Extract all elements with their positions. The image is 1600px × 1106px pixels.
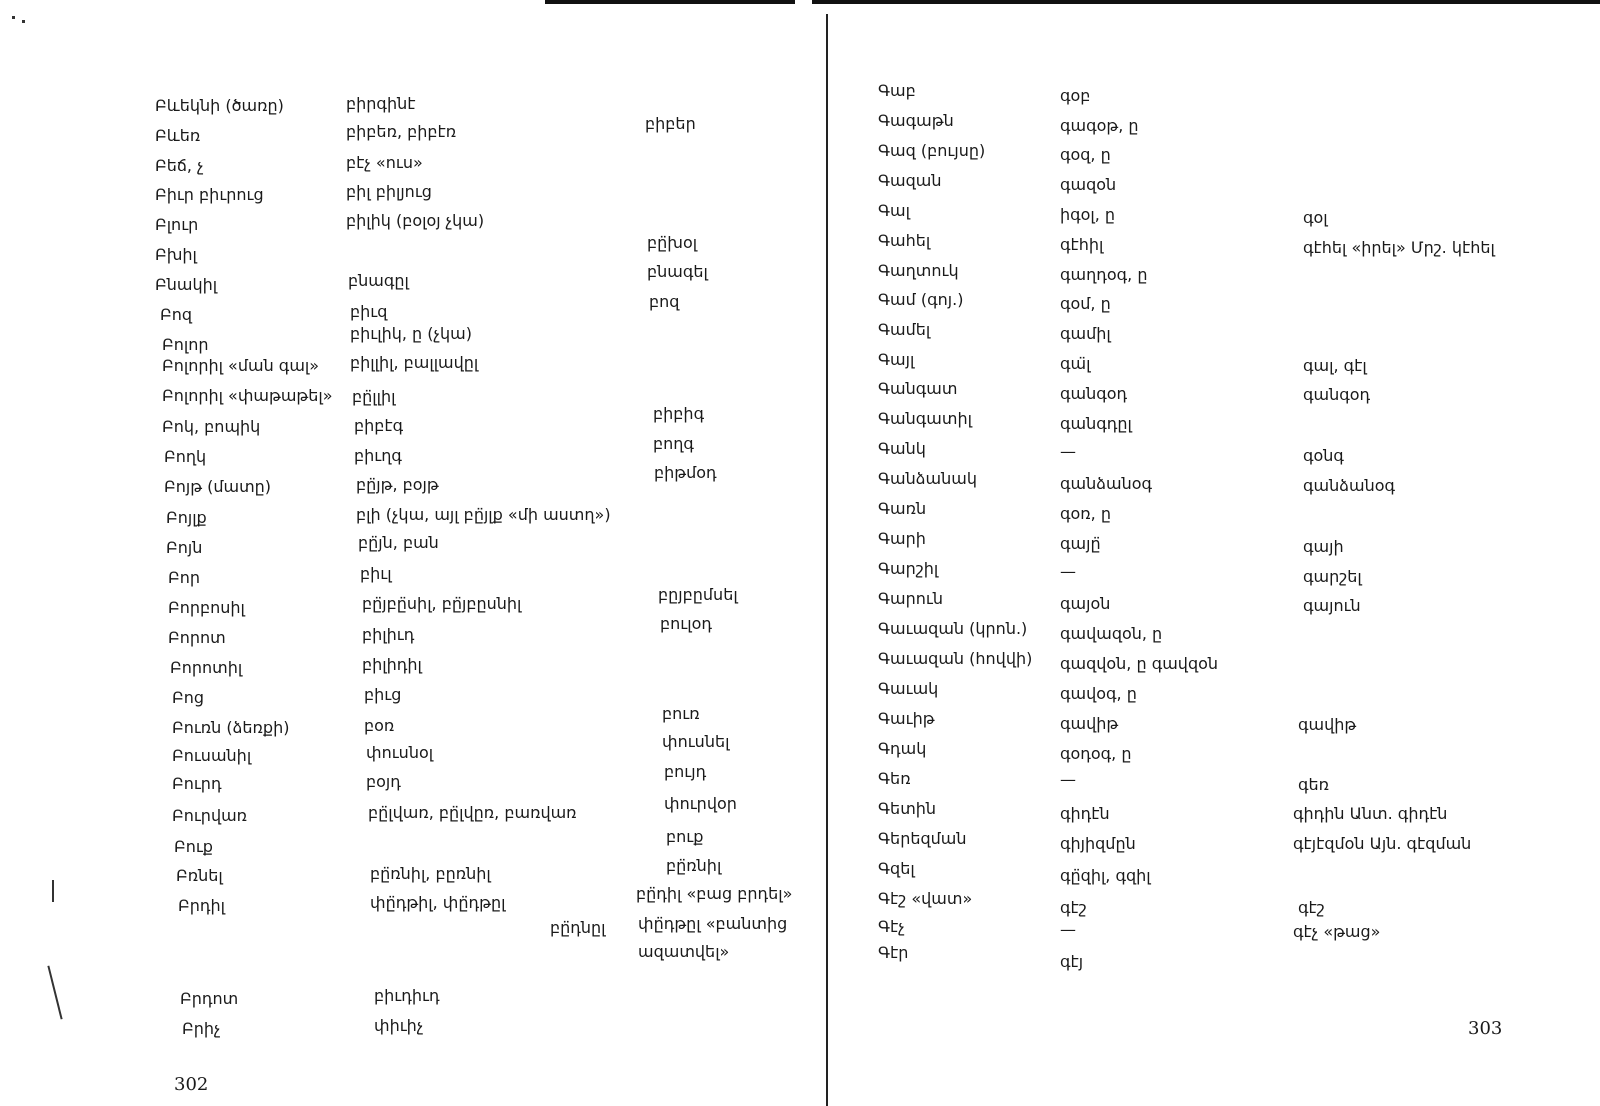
right-page bbox=[828, 0, 1600, 1106]
entry-word: Բոր bbox=[168, 568, 200, 587]
entry-word: Գերեզման bbox=[878, 829, 967, 848]
scan-mark bbox=[52, 880, 54, 902]
entry-dialect: փը̈դթիլ, փը̈դթըլ bbox=[370, 893, 506, 912]
entry-word: Բուրդ bbox=[172, 774, 222, 793]
entry-dialect: գազվօն, ը գավզօն bbox=[1060, 654, 1218, 673]
entry-variant: բուք bbox=[666, 827, 704, 846]
entry-word: Բռնել bbox=[176, 866, 223, 885]
entry-word: Գարի bbox=[878, 529, 926, 548]
entry-variant: բոզ bbox=[649, 292, 680, 311]
entry-dialect: բը̈ռնիլ, բըռնիլ bbox=[370, 864, 491, 883]
entry-dialect: գէհիլ bbox=[1060, 235, 1104, 254]
aside-variant: բը̈դնըլ bbox=[550, 918, 606, 937]
entry-word: Գամել bbox=[878, 320, 931, 339]
entry-variant: գէյէզմօն Այն. գէզման bbox=[1293, 834, 1472, 853]
entry-variant: բըյբըմսել bbox=[658, 585, 738, 604]
entry-dialect: գագօթ, ը bbox=[1060, 116, 1139, 135]
entry-dialect: բլի (չկա, այլ բը̈յլք «մի աստղ») bbox=[356, 505, 611, 524]
entry-word: Բրդոտ bbox=[180, 989, 239, 1008]
entry-dialect: բը̈յթ, բօյթ bbox=[356, 475, 439, 494]
entry-dialect: գիդէն bbox=[1060, 804, 1110, 823]
entry-word: Բուռն (ձեռքի) bbox=[172, 718, 290, 737]
entry-dialect: գօդօգ, ը bbox=[1060, 744, 1132, 763]
entry-dialect: — bbox=[1060, 442, 1076, 461]
entry-word: Գանգատ bbox=[878, 379, 958, 398]
entry-variant: գեռ bbox=[1298, 775, 1330, 794]
entry-dialect: գը̈զիլ, գզիլ bbox=[1060, 866, 1151, 885]
entry-dialect: գանգդըլ bbox=[1060, 414, 1132, 433]
entry-word: Բորբոսիլ bbox=[168, 598, 245, 617]
entry-variant: գէշ bbox=[1298, 898, 1325, 917]
entry-variant: բիբիգ bbox=[653, 404, 705, 423]
entry-dialect: բիւզ bbox=[350, 302, 388, 321]
entry-word: Բոկ, բոպիկ bbox=[162, 417, 261, 436]
entry-word: Գաղտուկ bbox=[878, 261, 959, 280]
entry-word: Բոլոր bbox=[162, 335, 209, 354]
entry-dialect: գիյիզմըն bbox=[1060, 834, 1136, 853]
entry-dialect: — bbox=[1060, 562, 1076, 581]
entry-variant: փուսնել bbox=[662, 732, 730, 751]
entry-dialect: գա̈լ bbox=[1060, 354, 1091, 373]
entry-word: Գալ bbox=[878, 201, 910, 220]
entry-word: Գազան bbox=[878, 171, 942, 190]
entry-word: Գզել bbox=[878, 859, 915, 878]
entry-dialect: փուսնօլ bbox=[366, 743, 434, 762]
entry-word: Բուք bbox=[174, 837, 213, 856]
entry-variant: գէհել «իրել» Մրշ. կէհել bbox=[1303, 238, 1495, 257]
entry-word: Գաւազան (հովվի) bbox=[878, 649, 1033, 668]
entry-dialect: գազօն bbox=[1060, 175, 1117, 194]
entry-dialect: բիլիդիլ bbox=[362, 655, 422, 674]
entry-variant: գալ, գէլ bbox=[1303, 356, 1367, 375]
entry-word: Գայլ bbox=[878, 350, 915, 369]
entry-dialect: բիւլիկ, ը (չկա) bbox=[350, 324, 472, 343]
entry-variant: փը̈դթըլ «բանտից bbox=[638, 914, 788, 933]
entry-word: Բորոտիլ bbox=[170, 658, 243, 677]
entry-dialect: գաղդօգ, ը bbox=[1060, 265, 1148, 284]
entry-word: Բրիչ bbox=[182, 1019, 221, 1038]
entry-word: Բևեկնի (ծառը) bbox=[155, 96, 284, 115]
entry-word: Գաբ bbox=[878, 81, 916, 100]
entry-word: Բիւր բիւրուց bbox=[155, 185, 264, 204]
entry-word: Գդակ bbox=[878, 739, 927, 758]
entry-variant: գօլ bbox=[1303, 208, 1328, 227]
entry-dialect: բը̈լվառ, բը̈լվըռ, բառվառ bbox=[368, 803, 577, 822]
entry-dialect: բիլ բիլյուց bbox=[346, 182, 432, 201]
page-number: 302 bbox=[174, 1074, 209, 1095]
entry-variant: բը̈ռնիլ bbox=[666, 856, 722, 875]
entry-variant: բիթմօդ bbox=[654, 463, 717, 482]
entry-word: Բխիլ bbox=[155, 245, 197, 264]
scan-mark bbox=[12, 16, 15, 19]
entry-dialect: բիբէգ bbox=[354, 416, 404, 435]
entry-variant: գարշել bbox=[1303, 567, 1362, 586]
entry-word: Բողկ bbox=[164, 447, 207, 466]
entry-variant: գայուն bbox=[1303, 596, 1361, 615]
entry-dialect: գէյ bbox=[1060, 952, 1084, 971]
entry-word: Գազ (բույսը) bbox=[878, 141, 986, 160]
entry-dialect: իգօլ, ը bbox=[1060, 205, 1116, 224]
entry-word: Գանձանակ bbox=[878, 469, 977, 488]
entry-dialect: գավիթ bbox=[1060, 714, 1119, 733]
entry-dialect: գայօն bbox=[1060, 594, 1111, 613]
entry-variant: բույդ bbox=[664, 762, 707, 781]
entry-dialect: բօյդ bbox=[366, 772, 401, 791]
entry-dialect: գօռ, ը bbox=[1060, 504, 1111, 523]
entry-word: Բևեռ bbox=[155, 126, 201, 145]
entry-word: Բոյթ (մատը) bbox=[164, 477, 272, 496]
entry-word: Բուրվառ bbox=[172, 806, 248, 825]
entry-dialect: բիւլ bbox=[360, 564, 392, 583]
entry-variant: բուռ bbox=[662, 704, 700, 723]
entry-variant: գէչ «թաց» bbox=[1293, 922, 1381, 941]
entry-word: Գեռ bbox=[878, 769, 911, 788]
entry-variant: գավիթ bbox=[1298, 715, 1357, 734]
entry-variant: բը̈դիլ «բաց բրդել» bbox=[636, 884, 793, 903]
entry-dialect: բիրգինէ bbox=[346, 94, 416, 113]
entry-variant: գօնգ bbox=[1303, 446, 1344, 465]
entry-variant: բը̈խօլ bbox=[647, 233, 698, 252]
entry-dialect: — bbox=[1060, 920, 1076, 939]
entry-dialect: գանգօդ bbox=[1060, 384, 1128, 403]
page-number: 303 bbox=[1468, 1018, 1503, 1039]
entry-variant: գայի bbox=[1303, 537, 1344, 556]
entry-word: Բոզ bbox=[160, 305, 193, 324]
entry-word: Բլուր bbox=[155, 215, 199, 234]
entry-variant: ազատվել» bbox=[638, 942, 730, 961]
entry-word: Գագաթն bbox=[878, 111, 954, 130]
entry-dialect: բիլիւդ bbox=[362, 625, 415, 644]
entry-word: Բուսանիլ bbox=[172, 746, 252, 765]
entry-dialect: գավազօն, ը bbox=[1060, 624, 1163, 643]
entry-variant: գիդին Անտ. գիդէն bbox=[1293, 804, 1448, 823]
entry-word: Գարուն bbox=[878, 589, 944, 608]
entry-dialect: բը̈յն, բան bbox=[358, 533, 439, 552]
entry-dialect: բիլիկ (բօլօյ չկա) bbox=[346, 211, 485, 230]
entry-variant: փուրվօր bbox=[664, 794, 737, 813]
entry-dialect: բը̈լլիլ bbox=[352, 387, 396, 406]
entry-variant: գանգօդ bbox=[1303, 385, 1371, 404]
entry-word: Գէշ «վատ» bbox=[878, 889, 973, 908]
entry-word: Գէչ bbox=[878, 917, 905, 936]
entry-variant: բնագել bbox=[647, 262, 708, 281]
entry-dialect: բնագըլ bbox=[348, 271, 409, 290]
entry-word: Բոյլք bbox=[166, 508, 207, 527]
entry-word: Բոյն bbox=[166, 538, 203, 557]
entry-word: Գէր bbox=[878, 943, 909, 962]
entry-dialect: բիբեռ, բիբէռ bbox=[346, 122, 457, 141]
entry-word: Բրդիլ bbox=[178, 896, 225, 915]
entry-dialect: փիւիչ bbox=[374, 1016, 424, 1035]
entry-dialect: գօբ bbox=[1060, 86, 1091, 105]
entry-dialect: գանձանօգ bbox=[1060, 474, 1152, 493]
entry-word: Գաւիթ bbox=[878, 709, 935, 728]
entry-variant: բիբեր bbox=[645, 114, 696, 133]
entry-dialect: բիւղգ bbox=[354, 446, 402, 465]
scan-mark bbox=[22, 20, 25, 23]
entry-word: Բոլորիլ «ման գալ» bbox=[162, 356, 320, 375]
scan-mark bbox=[47, 966, 62, 1020]
entry-dialect: բիլլիլ, բալլավըլ bbox=[350, 353, 479, 372]
entry-word: Գարշիլ bbox=[878, 559, 939, 578]
entry-dialect: գօզ, ը bbox=[1060, 145, 1111, 164]
entry-dialect: բօռ bbox=[364, 716, 395, 735]
entry-word: Բնակիլ bbox=[155, 275, 218, 294]
entry-word: Գահել bbox=[878, 231, 931, 250]
entry-variant: բուլօդ bbox=[660, 614, 712, 633]
entry-dialect: բիւց bbox=[364, 685, 402, 704]
entry-word: Բոլորիլ «փաթաթել» bbox=[162, 386, 333, 405]
entry-dialect: բիւդիւդ bbox=[374, 986, 440, 1005]
entry-word: Բոց bbox=[172, 688, 204, 707]
entry-dialect: — bbox=[1060, 770, 1076, 789]
entry-dialect: բէչ «ուս» bbox=[346, 153, 423, 172]
entry-dialect: բը̈յբը̈սիլ, բը̈յբըսնիլ bbox=[362, 594, 522, 613]
entry-word: Գամ (գոյ.) bbox=[878, 290, 964, 309]
entry-dialect: գամիլ bbox=[1060, 324, 1111, 343]
entry-word: Գանկ bbox=[878, 439, 926, 458]
entry-word: Բեճ, չ bbox=[155, 156, 204, 175]
entry-variant: բողգ bbox=[653, 434, 694, 453]
entry-variant: գանձանօգ bbox=[1303, 476, 1395, 495]
entry-dialect: գայը̈ bbox=[1060, 534, 1101, 553]
entry-word: Գառն bbox=[878, 499, 927, 518]
entry-dialect: գէշ bbox=[1060, 898, 1087, 917]
entry-word: Գաւակ bbox=[878, 679, 939, 698]
entry-word: Գանգատիլ bbox=[878, 409, 972, 428]
entry-word: Բորոտ bbox=[168, 628, 226, 647]
entry-word: Գաւազան (կրոն.) bbox=[878, 619, 1028, 638]
entry-dialect: գավօգ, ը bbox=[1060, 684, 1137, 703]
entry-dialect: գօմ, ը bbox=[1060, 294, 1111, 313]
entry-word: Գետին bbox=[878, 799, 937, 818]
